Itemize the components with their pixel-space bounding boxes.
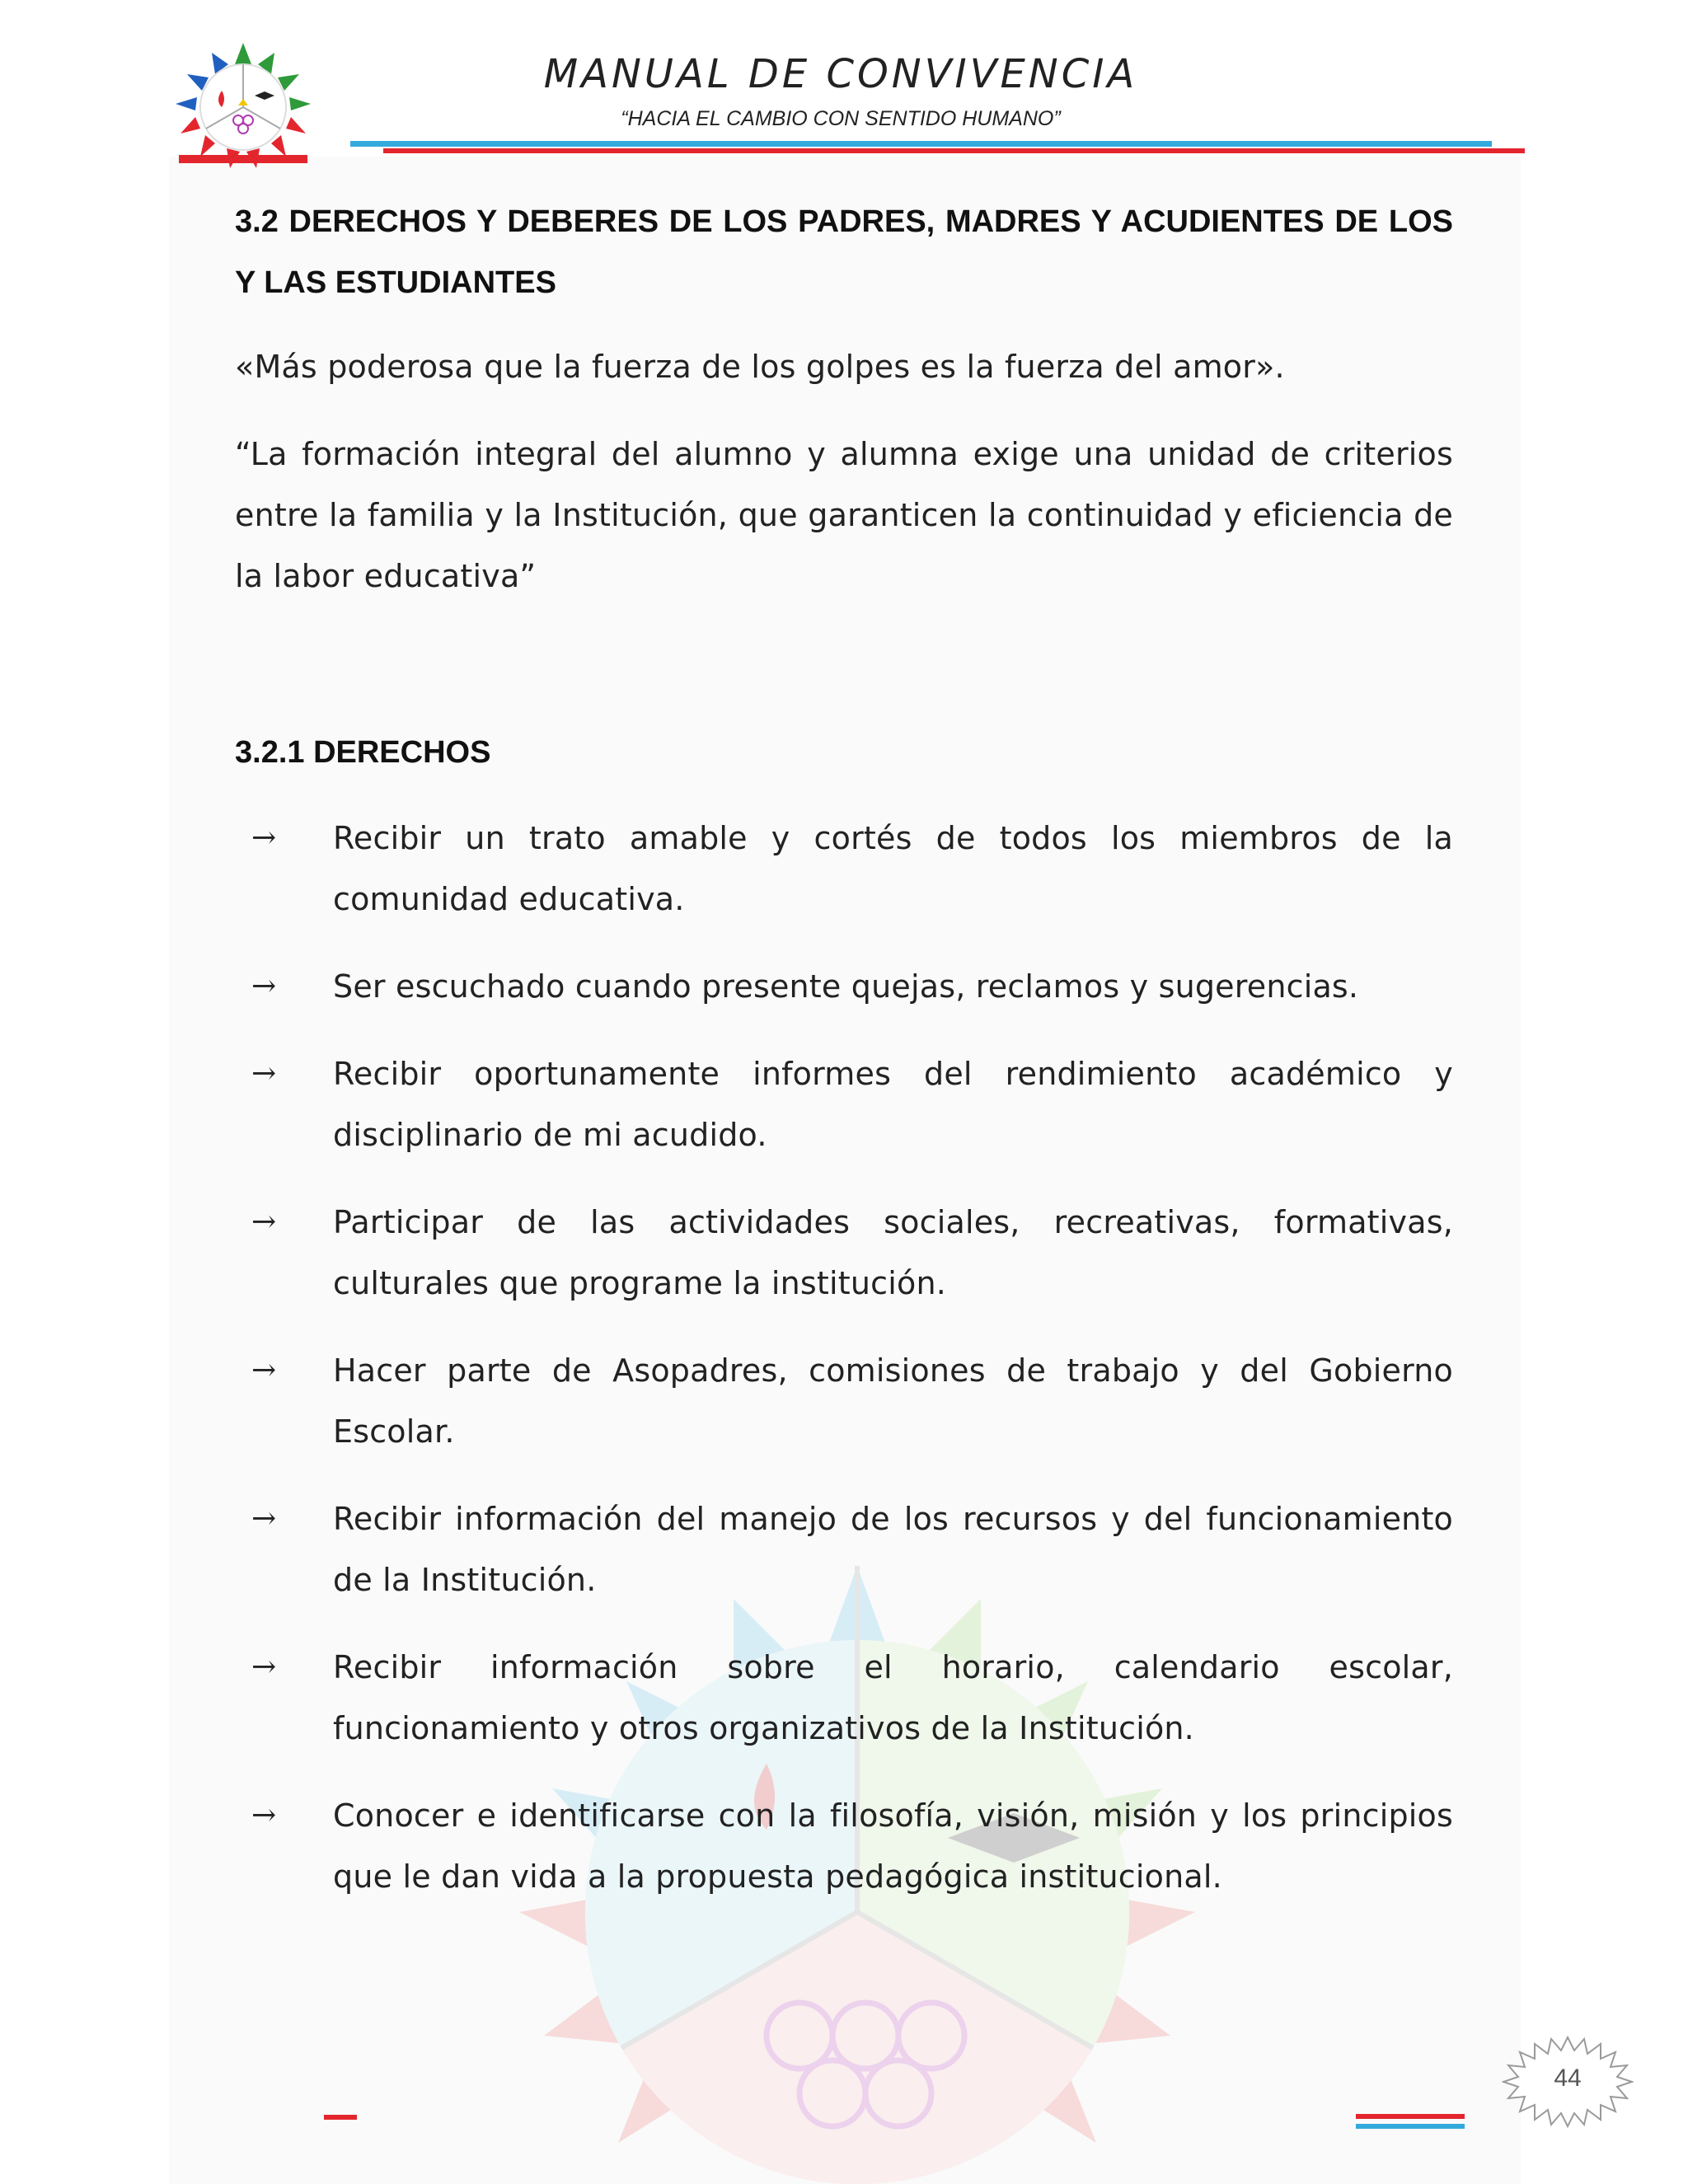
list-item (235, 808, 1453, 930)
intro-paragraph: “La formación integral del alumno y alumna exige una unidad de criterios entre la familia y la Institución, que garanticen la continuidad y eficiencia de la labor educativa” (235, 436, 1453, 594)
arrow-right-icon: → (251, 821, 277, 855)
list-item-text: Recibir información del manejo de los recursos y del funcionamiento de la Institución. (333, 1501, 1453, 1598)
list-item (235, 1637, 1453, 1759)
arrow-right-icon: → (251, 1650, 277, 1684)
document-body (235, 191, 1453, 1933)
list-item-text: Recibir oportunamente informes del rendimiento académico y disciplinario de mi acudido. (333, 1056, 1453, 1153)
list-item (235, 1043, 1453, 1165)
page-number: 44 (1554, 2064, 1582, 2092)
arrow-right-icon: → (251, 1205, 277, 1239)
page-subtitle: “HACIA EL CAMBIO CON SENTIDO HUMANO” (621, 107, 1061, 130)
list-item (235, 956, 1453, 1017)
list-item-text: Recibir información sobre el horario, calendario escolar, funcionamiento y otros organizativos de la Institución. (333, 1649, 1453, 1746)
arrow-right-icon: → (251, 969, 277, 1003)
list-item (235, 1340, 1453, 1462)
list-item-text: Participar de las actividades sociales, recreativas, formativas, culturales que programe la institución. (333, 1204, 1453, 1301)
arrow-right-icon: → (251, 1057, 277, 1090)
list-item-text: Hacer parte de Asopadres, comisiones de trabajo y del Gobierno Escolar. (333, 1352, 1453, 1450)
subsection-heading: 3.2.1 DERECHOS (235, 735, 491, 770)
list-item (235, 1192, 1453, 1314)
list-item (235, 1785, 1453, 1907)
header-divider-red (383, 148, 1525, 153)
list-item-text: Ser escuchado cuando presente quejas, reclamos y sugerencias. (333, 968, 1359, 1005)
header-divider-blue (350, 141, 1492, 147)
quote-paragraph: «Más poderosa que la fuerza de los golpes es la fuerza del amor». (235, 349, 1285, 385)
list-item-text: Recibir un trato amable y cortés de todos los miembros de la comunidad educativa. (333, 820, 1453, 917)
arrow-right-icon: → (251, 1798, 277, 1832)
rights-list (235, 808, 1453, 1907)
arrow-right-icon: → (251, 1502, 277, 1535)
footer-divider-left (324, 2115, 357, 2120)
footer-divider-blue (1356, 2124, 1465, 2129)
school-emblem-icon (169, 41, 317, 173)
list-item-text: Conocer e identificarse con la filosofía, visión, misión y los principios que le dan vida a la propuesta pedagógica institucional. (333, 1797, 1453, 1895)
list-item (235, 1488, 1453, 1610)
arrow-right-icon: → (251, 1353, 277, 1387)
section-heading: 3.2 DERECHOS Y DEBERES DE LOS PADRES, MADRES Y ACUDIENTES DE LOS Y LAS ESTUDIANTES (235, 204, 1453, 300)
footer-divider-red (1356, 2114, 1465, 2119)
page-title: MANUAL DE CONVIVENCIA (543, 51, 1138, 97)
